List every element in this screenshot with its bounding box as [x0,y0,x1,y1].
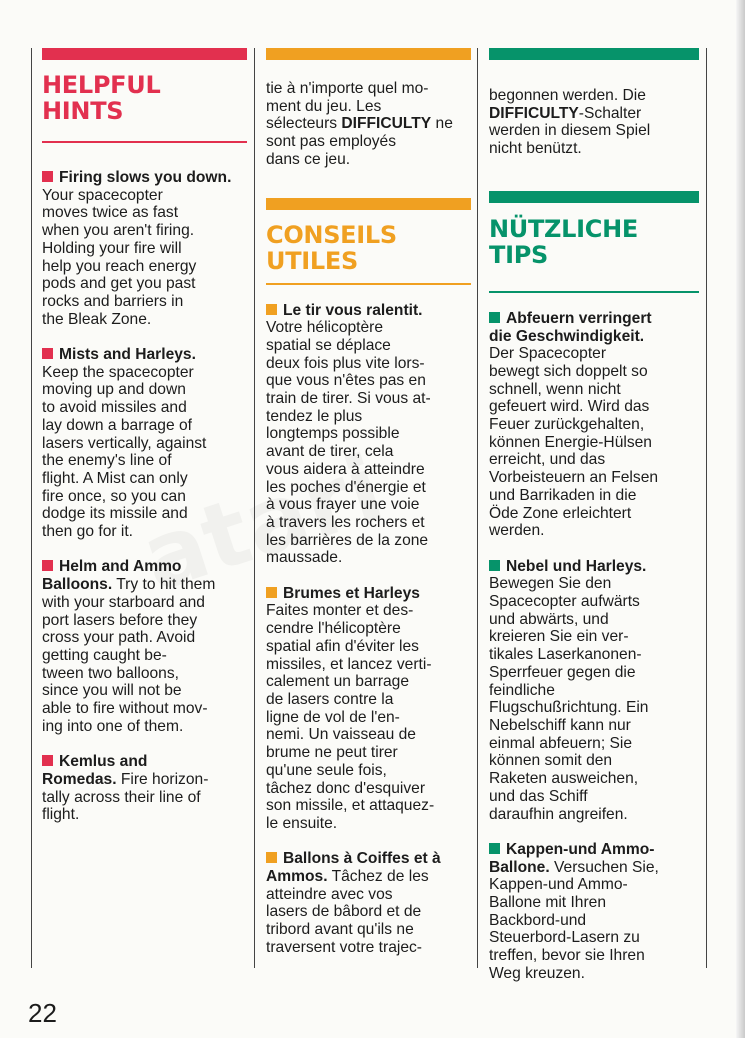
text-line: calement un barrage [266,673,410,691]
text-line: Flugschußrichtung. Ein [489,699,649,717]
text-line: to avoid missiles and [42,399,187,417]
color-bar-orange [266,198,471,210]
bullet-square-icon [42,755,53,766]
text-line: ligne de vol de l'en- [266,708,400,726]
text-line: que vous n'êtes pas en [266,372,426,390]
text-line: le ensuite. [266,814,338,832]
text-line: rocks and barriers in [42,292,184,310]
text-line: traversent votre trajec- [266,938,422,956]
color-bar-green [489,191,699,203]
text-line: Vorbeisteuern an Felsen [489,469,659,487]
text-line: flight. [42,806,80,824]
text-line: Nebelschiff kann nur [489,716,631,734]
text-line: ment du jeu. Les [266,97,382,115]
bullet-line: Mists and Harleys. [42,346,247,364]
text-line: tikales Laserkanonen- [489,646,642,664]
bullet-line: Abfeuern verringert [489,310,699,328]
text-line: Backbord-und [489,911,587,929]
text-line: bewegt sich doppelt so [489,362,648,380]
bullet-line: Firing slows you down. [42,169,247,187]
text-line: train de tirer. Si vous at- [266,390,431,408]
text-line: Keep the spacecopter [42,363,194,381]
bullet-square-icon [266,852,277,863]
text-line: à travers les rochers et [266,513,425,531]
heading-rule [42,141,247,143]
text-line: Ammos. Tâchez de les [266,868,429,886]
text-line [266,833,471,851]
text-line [42,328,247,346]
text-line: lasers de bâbord et de [266,903,422,921]
text-line: à vous frayer une voie [266,496,420,514]
text-line: können Energie-Hülsen [489,433,652,451]
text-line: kreieren Sie ein ver- [489,628,629,646]
text-line: können somit den [489,752,613,770]
text-line: deux fois plus vite lors- [266,354,425,372]
color-bar-green [489,48,699,60]
text-line: tendez le plus [266,407,363,425]
text-line: son missile, et attaquez- [266,797,435,815]
text-line: tâchez donc d'esquiver [266,779,426,797]
text-line: cross your path. Avoid [42,629,196,647]
bullet-square-icon [266,304,277,315]
text-line: feindliche [489,681,555,699]
heading-rule [489,291,699,293]
bullet-line: Ballons à Coiffes et à [266,850,471,868]
text-line: flight. A Mist can only [42,469,188,487]
text-line [266,567,471,585]
text-line: gefeuert wird. Wird das [489,398,650,416]
bullet-square-icon [489,560,500,571]
column-rule [706,48,707,968]
text-line: Ballone. Versuchen Sie, [489,858,659,876]
text-line: tribord avant qu'ils ne [266,921,414,939]
text-line [42,736,247,754]
text-line: Kappen-und Ammo- [489,876,628,894]
text-line: DIFFICULTY-Schalter [489,104,642,122]
text-line: Steuerbord-Lasern zu [489,929,640,947]
text-line: moves twice as fast [42,204,179,222]
hints-text-french [266,302,471,957]
text-line: able to fire without mov- [42,700,208,718]
bullet-line: Kemlus and [42,753,247,771]
column-rule [254,48,255,968]
text-line: port lasers before they [42,611,198,629]
text-line: lasers vertically, against [42,434,207,452]
bullet-line: Nebel und Harleys. [489,558,699,576]
text-line: dodge its missile and [42,505,188,523]
bullet-line: Kappen-und Ammo- [489,841,699,859]
text-line: Spacecopter aufwärts [489,593,640,611]
text-line: les barrières de la zone [266,531,429,549]
bullet-square-icon [42,171,53,182]
text-line: missiles, et lancez verti- [266,655,432,673]
text-line: brume ne peut tirer [266,744,398,762]
text-line: spatial afin d'éviter les [266,637,419,655]
section-heading-conseils-utiles: CONSEILS UTILES [266,220,397,275]
text-line [42,541,247,559]
bullet-square-icon [42,560,53,571]
text-line: avant de tirer, cela [266,443,394,461]
section-heading-nuetzliche-tips: NÜTZLICHE TIPS [489,214,638,269]
text-line: schnell, wenn nicht [489,380,621,398]
text-line: Der Spacecopter [489,345,607,363]
text-line: Romedas. Fire horizon- [42,770,209,788]
difficulty-word: DIFFICULTY [341,115,432,133]
text-line: lay down a barrage of [42,416,192,434]
text-line: pods and get you past [42,275,196,293]
column-rule [31,48,32,968]
text-line: nemi. Un vaisseau de [266,726,416,744]
text-line [489,823,699,841]
text-line: moving up and down [42,381,186,399]
bullet-line: Brumes et Harleys [266,585,471,603]
text-line: sont pas employés [266,133,397,151]
text-line: longtemps possible [266,425,400,443]
continued-text-french [266,80,471,169]
bullet-square-icon [42,348,53,359]
color-bar-orange [266,48,471,60]
text-line: help you reach energy [42,257,197,275]
text-line: cendre l'hélicoptère [266,620,401,638]
color-bar-red [42,48,247,60]
text-line: werden in diesem Spiel [489,122,651,140]
column-english [42,48,247,824]
hints-text-german [489,310,699,983]
text-line: Faites monter et des- [266,602,414,620]
text-line: werden. [489,522,545,540]
text-line: atteindre avec vos [266,885,393,903]
text-line: Raketen ausweichen, [489,770,639,788]
text-line: und Barrikaden in die [489,486,637,504]
text-line: die Geschwindigkeit. [489,327,645,345]
text-line: then go for it. [42,523,134,541]
heading-rule [266,283,471,285]
text-line: ing into one of them. [42,717,184,735]
text-line: und das Schiff [489,787,588,805]
text-line: nicht benützt. [489,140,582,158]
bullet-line: Le tir vous ralentit. [266,302,471,320]
text-line: Holding your fire will [42,239,182,257]
text-line: Weg kreuzen. [489,964,585,982]
bullet-square-icon [266,587,277,598]
text-line: sélecteurs DIFFICULTY ne [266,115,453,133]
bullet-square-icon [489,312,500,323]
text-line: maussade. [266,549,343,567]
text-line: spatial se déplace [266,336,391,354]
text-line: les poches d'énergie et [266,478,426,496]
text-line: Votre hélicoptère [266,319,384,337]
difficulty-word: DIFFICULTY [489,104,579,122]
bullet-line: Helm and Ammo [42,558,247,576]
text-line: vous aidera à atteindre [266,460,425,478]
text-line: getting caught be- [42,646,167,664]
column-french [266,48,471,957]
text-line: de lasers contre la [266,690,394,708]
column-rule [477,48,478,968]
text-line: einmal abfeuern; Sie [489,734,633,752]
text-line: the enemy's line of [42,452,172,470]
text-line [489,540,699,558]
text-line: daraufhin angreifen. [489,805,628,823]
column-german [489,48,699,983]
text-line: when you aren't firing. [42,222,195,240]
text-line: tally across their line of [42,788,201,806]
text-line: Your spacecopter [42,186,163,204]
text-line: Bewegen Sie den [489,575,612,593]
text-line: Ballone mit Ihren [489,894,607,912]
text-line: Balloons. Try to hit them [42,576,216,594]
text-line: since you will not be [42,682,182,700]
text-line: fire once, so you can [42,487,186,505]
section-heading-helpful-hints: HELPFUL HINTS [42,71,161,125]
page-edge-shadow [736,0,745,1038]
text-line: the Bleak Zone. [42,310,152,328]
text-line: Feuer zurückgehalten, [489,416,645,434]
text-line: und abwärts, und [489,610,609,628]
text-line: dans ce jeu. [266,150,351,168]
hints-text-english [42,169,247,824]
text-line: erreicht, und das [489,451,606,469]
continued-text-german [489,87,699,158]
text-line: qu'une seule fois, [266,761,387,779]
text-line: Sperrfeuer gegen die [489,663,636,681]
text-line: treffen, bevor sie Ihren [489,947,645,965]
text-line: tween two balloons, [42,664,179,682]
bullet-square-icon [489,843,500,854]
text-line: tie à n'importe quel mo- [266,80,429,97]
page-number: 22 [28,998,57,1028]
text-line: with your starboard and [42,593,205,611]
text-line: Öde Zone erleichtert [489,504,632,522]
text-line: begonnen werden. Die [489,87,646,104]
